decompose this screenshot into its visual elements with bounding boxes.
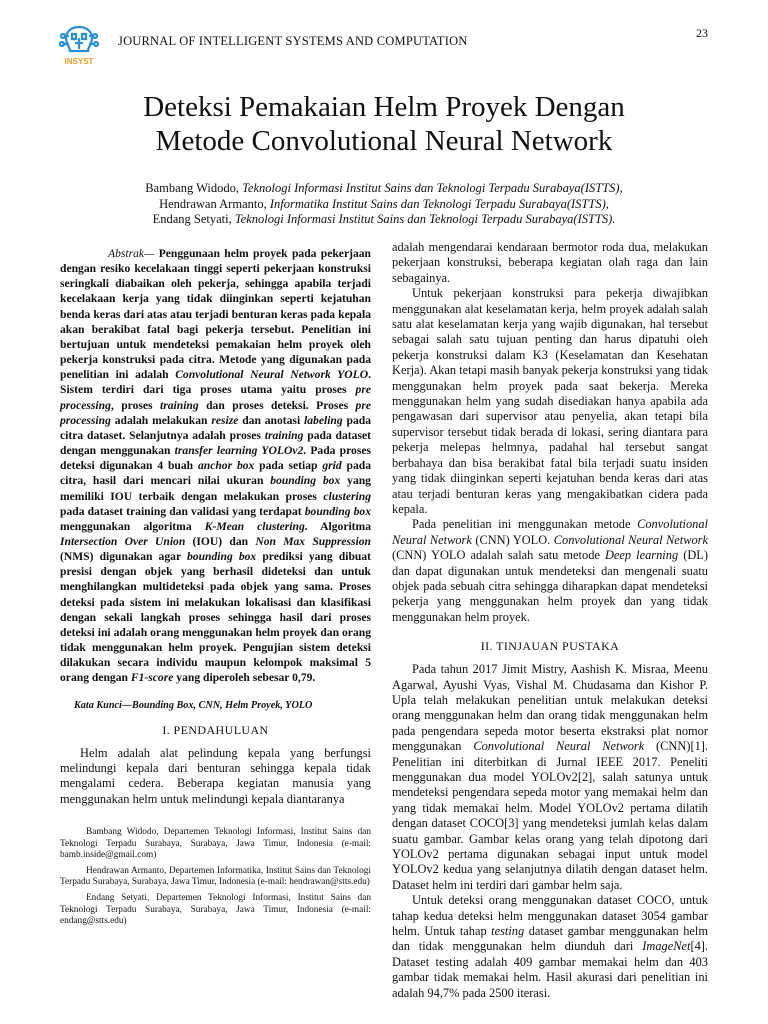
abstract-text: yang diperoleh sebesar 0,79.: [173, 671, 316, 685]
abstract-text: (IOU) dan: [185, 534, 256, 548]
abstract-text: , proses: [110, 398, 160, 412]
abstract-lead: Abstrak—: [108, 247, 155, 260]
abstract-term: Intersection Over Union: [60, 534, 186, 548]
author-name: Bambang Widodo,: [145, 181, 243, 195]
body-paragraph: [392, 893, 708, 1001]
keywords: Kata Kunci—Bounding Box, CNN, Helm Proyek, YOLO: [74, 699, 313, 711]
abstract-text: dan anotasi: [238, 413, 305, 427]
abstract-term: resize: [211, 413, 239, 427]
abstract-term: pre processing: [60, 398, 371, 427]
body-term: testing: [491, 924, 525, 939]
page-number: 23: [696, 26, 708, 40]
abstract-text: dan proses deteksi. Proses: [198, 398, 356, 412]
author-footnotes: [60, 827, 371, 932]
abstract-term: Convolutional Neural Network YOLO: [175, 368, 369, 382]
footnote: Endang Setyati, Departemen Teknologi Informasi, Institut Sains dan Teknologi Terpadu Surabaya, Surabaya, Jawa Timur, Indonesia (e-mail: endang@stts.edu): [60, 892, 371, 927]
abstract-text: prediksi yang dibuat presisi dengan objek yang berhasil dideteksi dan untuk menghilangkan multideteksi pada objek yang sama. Proses deteksi pada sistem ini melakukan lokalisasi dan klasifikasi dengan sekali langkah proses sehingga hasil dari proses deteksi ini adalah orang menggunakan helm proyek dan orang tidak menggunakan helm proyek. Pengujian sistem deteksi dilakukan secara individu maupun kelompok maksimal 5 orang dengan: [60, 550, 371, 685]
body-paragraph: [392, 517, 708, 625]
logo-text: INSYST: [64, 57, 94, 66]
abstract-term: bounding box: [270, 474, 341, 488]
author-affiliation: Informatika Institut Sains dan Teknologi Terpadu Surabaya(ISTTS),: [269, 196, 609, 211]
body-term: Deep learning: [604, 548, 679, 563]
body-text-run: dataset gambar menggunakan helm dan tidak menggunakan helm diunduh dari: [392, 924, 708, 954]
body-paragraph: adalah mengendarai kendaraan bermotor roda dua, melakukan pekerjaan konstruksi, beberapa kegiatan olah raga dan lain sebagainya.: [392, 240, 708, 285]
abstract-term: pre processing: [60, 383, 371, 412]
journal-logo: [57, 24, 101, 66]
paper-title-line: Metode Convolutional Neural Network: [155, 125, 613, 157]
abstract-text: (NMS) digunakan agar: [60, 550, 187, 564]
body-text-run: [4]. Dataset testing adalah 409 gambar memakai helm dan 403 gambar tidak memakai helm. Hasil akurasi dari penelitian ini adalah 94,7% pada 2500 iterasi.: [392, 939, 708, 1000]
abstract-term: transfer learning YOLOv2: [174, 444, 304, 458]
abstract-term: grid: [322, 459, 342, 473]
abstract-term: Non Max Suppression: [255, 534, 371, 548]
author-line: [60, 212, 708, 228]
body-text-run: Pada penelitian ini menggunakan metode: [412, 517, 638, 532]
abstract-term: training: [264, 428, 304, 442]
paper-title-line: Deteksi Pemakaian Helm Proyek Dengan: [143, 91, 625, 123]
body-term: Convolutional Neural Network: [392, 517, 708, 547]
body-text-run: Pada tahun 2017 Jimit Mistry, Aashish K. Misraa, Meenu Agarwal, Ayushi Vyas, Vishal M. Chudasama dan Kishor P. Upla telah melakukan penelitian untuk melakukan deteksi orang menggunakan helm dan orang tidak menggunakan helm pada pengendara sepeda motor beserta ekstraksi plat nomor menggunakan: [392, 662, 708, 754]
abstract-term: K-Mean clustering: [204, 519, 305, 533]
abstract-term: clustering: [323, 489, 371, 503]
author-line: [60, 197, 708, 213]
body-term: Convolutional Neural Network: [553, 532, 708, 547]
abstract-term: training: [160, 398, 199, 412]
author-affiliation: Teknologi Informasi Institut Sains dan Teknologi Terpadu Surabaya(ISTTS),: [242, 181, 623, 195]
abstract-text: pada setiap: [254, 459, 323, 473]
body-paragraph: Untuk pekerjaan konstruksi para pekerja diwajibkan menggunakan alat keselamatan kerja, helm proyek adalah salah satu alat keselamatan kerja yang wajib digunakan, hal tersebut sebagai salah satu tujuan penting dan harus dipatuhi oleh pekerja konstruksi dalam K3 (Keselamatan dan Kesehatan Kerja). Akan tetapi masih banyak pekerja konstruksi yang tidak menggunakan helm proyek pada saat bekerja. Mereka menggunakan helm yang sudah disediakan hanya apabila ada pengawasan dari supervisor atau penyelia, akan tetapi bila supervisor tersebut tidak berada di lokasi, sering diantara para pekerja melepas helmnya, padahal hal tersebut sangat berbahaya dan bisa berakibat fatal bila terjadi suatu insiden yang tidak diinginkan seperti kejatuhan benda keras dari atas atau terjadi benturan keras yang mengakibatkan cidera pada kepala.: [392, 286, 708, 516]
footnote: Bambang Widodo, Departemen Teknologi Informasi, Institut Sains dan Teknologi Terpadu Surabaya, Surabaya, Jawa Timur, Indonesia (e-mail: bamb.inside@gmail.com): [60, 827, 371, 861]
insyst-logo-icon: [57, 24, 101, 66]
author-name: Endang Setyati,: [152, 212, 235, 227]
abstract-text: . Pada proses deteksi digunakan 4 buah: [60, 444, 371, 473]
abstract-text: pada citra, hasil dari mencari nilai ukuran: [60, 459, 372, 488]
body-paragraph: [392, 662, 708, 893]
right-column: [392, 240, 708, 1001]
abstract-text: menggunakan algoritma: [60, 519, 205, 533]
author-line: [60, 181, 708, 197]
body-text-run: Untuk deteksi orang menggunakan dataset COCO, untuk tahap kedua deteksi helm menggunakan dataset 3054 gambar helm. Untuk tahap: [392, 893, 708, 939]
abstract-text: Penggunaan helm proyek pada pekerjaan dengan resiko kecelakaan tinggi seperti pekerjaan konstruksi seringkali diabaikan oleh pekerja, sehingga apabila terjadi kecelakaan kerja yang tidak diinginkan seperti kejatuhan benda keras dari atas atau terjadi benturan keras pada kepala akan berakibat fatal bagi pekerja tersebut. Penelitian ini bertujuan untuk mendeteksi pemakaian helm proyek oleh pekerja konstruksi pada citra. Metode yang digunakan pada penelitian ini adalah: [60, 247, 371, 382]
abstract-term: anchor box: [197, 459, 255, 473]
abstract-text: pada dataset training dan validasi yang terdapat: [60, 504, 305, 518]
author-affiliation: Teknologi Informasi Institut Sains dan Teknologi Terpadu Surabaya(ISTTS).: [234, 212, 616, 227]
body-term: Convolutional Neural Network: [473, 739, 645, 754]
left-column: [60, 246, 371, 807]
body-text-run: (CNN)[1]. Penelitian ini diterbitkan di Jurnal IEEE 2017. Peneliti menggunakan dua model YOLOv2[2], salah satunya untuk mendeteksi pengendara sepeda motor yang memakai helm dan yang tidak memakai helm. Model YOLOv2 pertama dilatih dengan dataset COCO[3] yang mendeteksi jumlah kelas dalam suatu gambar. Gambar kelas orang yang telah dipotong dari YOLOv2 pertama digunakan sebagai input untuk model YOLOv2 kedua yang selanjutnya dilatih dengan dataset helm. Dataset helm ini terdiri dari gambar helm saja.: [392, 739, 708, 892]
section-heading-tinjauan-pustaka: II. TINJAUAN PUSTAKA: [480, 639, 620, 654]
abstract-term: bounding box: [186, 550, 257, 564]
body-text-run: (CNN) YOLO adalah salah satu metode: [392, 548, 605, 563]
journal-title: JOURNAL OF INTELLIGENT SYSTEMS AND COMPUTATION: [118, 34, 468, 48]
abstract-term: labeling: [304, 413, 343, 427]
abstract-term: F1-score: [130, 671, 174, 685]
abstract-text: adalah melakukan: [110, 413, 212, 427]
abstract-term: bounding box: [304, 504, 371, 518]
body-paragraph: Helm adalah alat pelindung kepala yang berfungsi melindungi kepala dari benturan sehingga kepala tidak mengalami cedera. Beberapa kegiatan manusia yang menggunakan helm untuk melindungi kepala diantaranya: [60, 745, 371, 806]
abstract-text: yang memiliki IOU terbaik dengan melakukan proses: [60, 474, 371, 503]
abstract: [60, 246, 371, 686]
section-heading-pendahuluan: I. PENDAHULUAN: [162, 722, 269, 737]
body-text-run: (DL) dan dapat digunakan untuk mendeteksi dan mengenali suatu objek pada sebuah citra sehingga diharapkan dapat mendeteksi pekerja yang menggunakan helm proyek dan yang tidak menggunakan helm proyek.: [392, 548, 708, 624]
abstract-text: pada citra dataset. Selanjutnya adalah proses: [60, 413, 371, 442]
author-list: [60, 181, 708, 228]
abstract-text: . Sistem terdiri dari tiga proses utama yaitu proses: [60, 368, 371, 397]
body-text-run: (CNN) YOLO.: [471, 532, 554, 547]
abstract-text: . Algoritma: [304, 519, 371, 533]
paper-title: [60, 90, 708, 158]
abstract-text: pada dataset dengan menggunakan: [60, 428, 371, 458]
footnote: Hendrawan Armanto, Departemen Informatika, Institut Sains dan Teknologi Terpadu Surabaya, Surabaya, Jawa Timur, Indonesia (e-mail: hendrawan@stts.edu): [60, 865, 371, 888]
author-name: Hendrawan Armanto,: [159, 196, 270, 211]
body-term: ImageNet: [642, 939, 691, 954]
